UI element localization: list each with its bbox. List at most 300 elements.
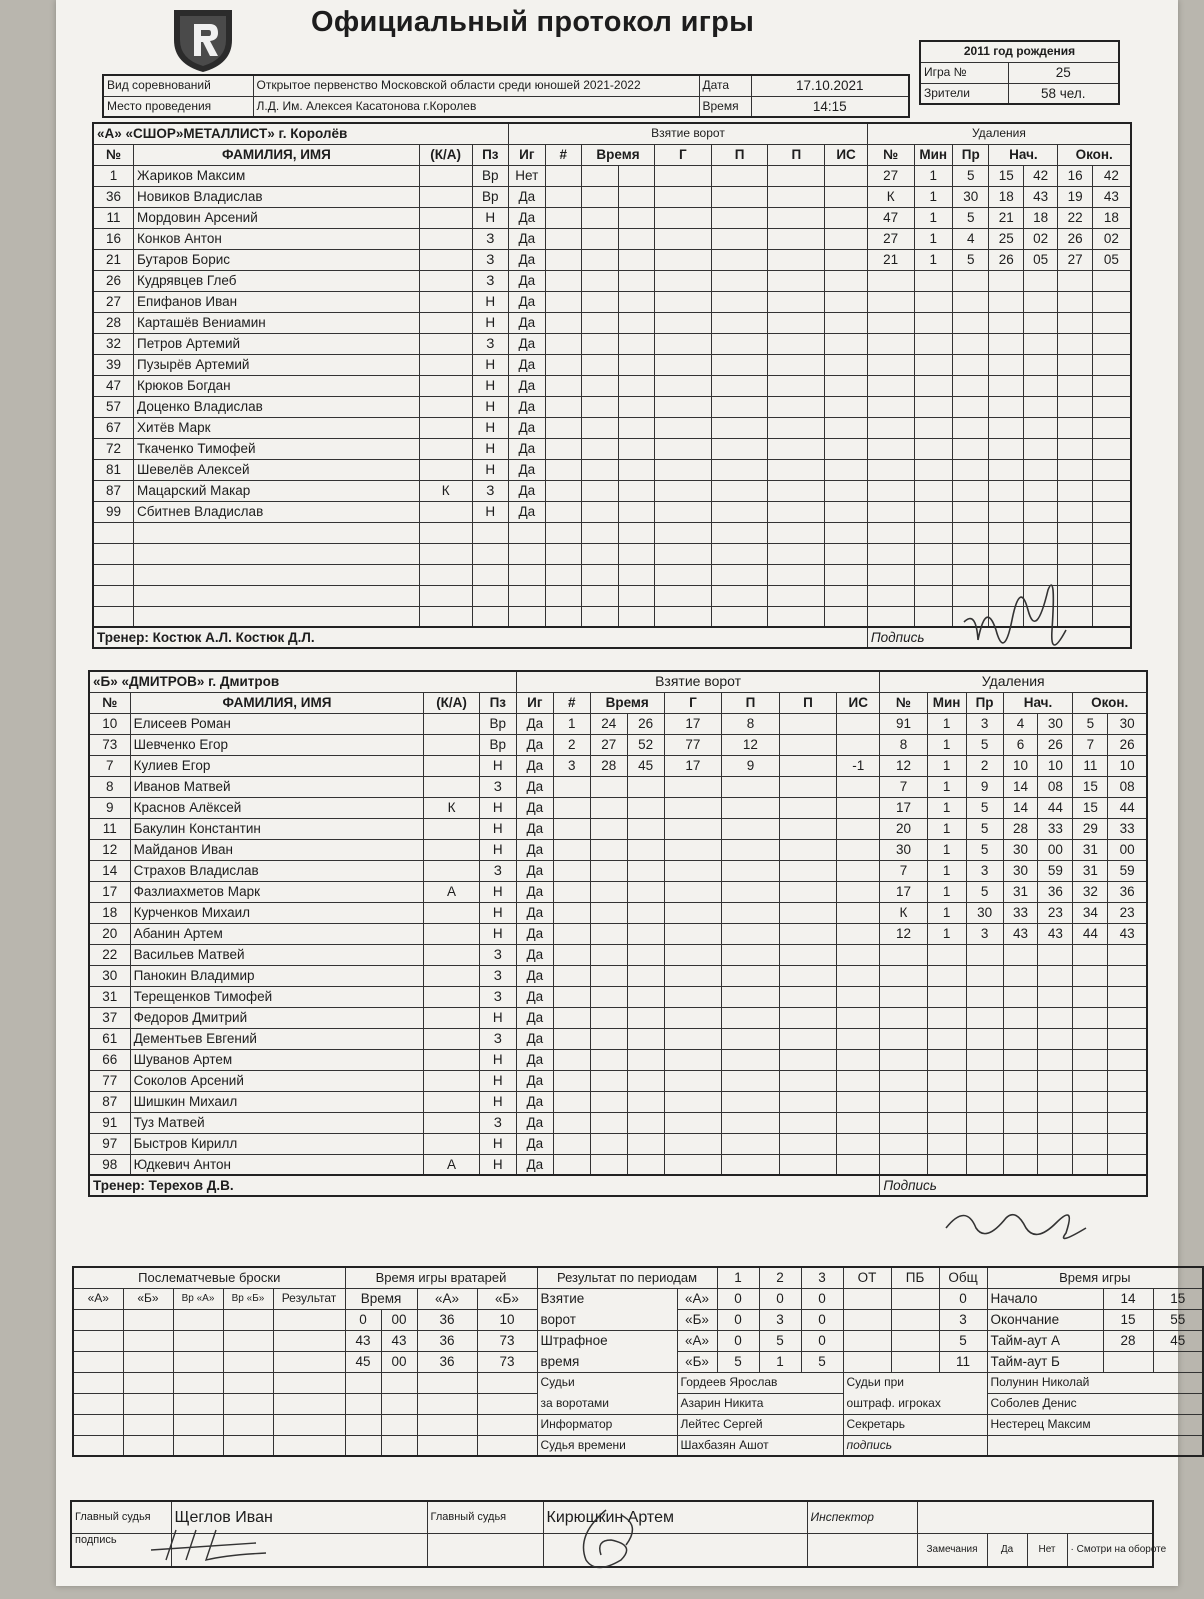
team-a-player-row — [93, 522, 1131, 543]
player-number: 39 — [93, 354, 134, 375]
penalty-end-min — [1058, 312, 1092, 333]
player-number: 36 — [93, 186, 134, 207]
team-b-player-row — [89, 881, 1147, 902]
penalty-start-sec — [1023, 501, 1057, 522]
notes-no[interactable]: Нет — [1027, 1533, 1067, 1567]
player-played: Да — [509, 396, 545, 417]
goals-a-pb — [891, 1288, 939, 1309]
player-name: Кулиев Егор — [130, 755, 424, 776]
penalty-end-sec — [1108, 1154, 1147, 1175]
player-position: З — [479, 776, 516, 797]
penalty-minutes — [927, 944, 966, 965]
player-position: Вр — [479, 734, 516, 755]
goal-time-sec — [618, 480, 654, 501]
penalty-end-sec — [1092, 543, 1131, 564]
goal-assist-1 — [711, 333, 768, 354]
penalty-start-min: 31 — [1003, 881, 1038, 902]
page-title: Официальный протокол игры — [311, 6, 755, 38]
goal-time-sec — [627, 1007, 664, 1028]
penalty-player — [867, 438, 914, 459]
goal-number — [545, 270, 581, 291]
goal-scorer — [664, 881, 722, 902]
pim-b-pb — [891, 1351, 939, 1372]
penalty-start-min: 14 — [1003, 776, 1038, 797]
penalty-start-sec: 42 — [1023, 165, 1057, 186]
player-role — [419, 228, 472, 249]
player-position: Вр — [472, 186, 509, 207]
player-role — [424, 818, 479, 839]
player-played: Да — [516, 1112, 553, 1133]
timekeeper-label: Судья времени — [537, 1435, 677, 1456]
player-name: Мацарский Макар — [134, 480, 420, 501]
player-name: Карташёв Вениамин — [134, 312, 420, 333]
penalty-end-min: 22 — [1058, 207, 1092, 228]
goal-time-min — [582, 522, 618, 543]
player-name: Шевченко Егор — [130, 734, 424, 755]
penalty-end-sec — [1108, 986, 1147, 1007]
team-b-player-row — [89, 944, 1147, 965]
goal-judges-label: Судьи — [537, 1372, 677, 1393]
penalty-end-min — [1058, 501, 1092, 522]
goal-assist-1 — [722, 902, 780, 923]
player-position: Н — [472, 207, 509, 228]
pim-b-p3: 5 — [801, 1351, 843, 1372]
penalty-start-min: 15 — [989, 165, 1023, 186]
player-position: З — [479, 986, 516, 1007]
penalty-player — [867, 375, 914, 396]
player-name: Мордовин Арсений — [134, 207, 420, 228]
player-role — [424, 734, 479, 755]
player-role — [424, 839, 479, 860]
penalty-minutes — [927, 986, 966, 1007]
goal-assist-1 — [711, 165, 768, 186]
player-name: Быстров Кирилл — [130, 1133, 424, 1154]
goal-assist-2 — [779, 755, 837, 776]
penalty-end-min: 31 — [1073, 839, 1108, 860]
goal-assist-2 — [768, 459, 825, 480]
goal-scorer — [654, 249, 711, 270]
gk-time-title: Время игры вратарей — [345, 1267, 537, 1288]
goal-assist-1 — [722, 1091, 780, 1112]
player-number: 37 — [89, 1007, 130, 1028]
penalty-minutes — [914, 270, 953, 291]
goal-assist-2 — [768, 165, 825, 186]
player-played: Да — [509, 312, 545, 333]
goal-scorer — [664, 1028, 722, 1049]
goal-situation — [825, 522, 868, 543]
penalty-end-min: 26 — [1058, 228, 1092, 249]
goal-time-sec — [627, 818, 664, 839]
gk-row-a: 36 — [417, 1330, 477, 1351]
player-role — [419, 417, 472, 438]
team-a-player-row — [93, 228, 1131, 249]
penalty-start-min: 33 — [1003, 902, 1038, 923]
col-assist-2: П — [768, 144, 825, 165]
goal-number — [545, 522, 581, 543]
penalty-player — [880, 1133, 927, 1154]
goal-judge-2: Азарин Никита — [677, 1393, 843, 1414]
player-number: 61 — [89, 1028, 130, 1049]
goal-assist-1 — [722, 944, 780, 965]
player-played: Да — [509, 333, 545, 354]
goal-number — [553, 839, 590, 860]
player-role — [419, 291, 472, 312]
penalty-end-sec: 36 — [1108, 881, 1147, 902]
goal-number — [545, 459, 581, 480]
col-pen-min: Мин — [927, 692, 966, 713]
penalty-end-sec — [1092, 354, 1131, 375]
player-role — [419, 543, 472, 564]
player-name: Туз Матвей — [130, 1112, 424, 1133]
penalty-minutes: 1 — [914, 186, 953, 207]
penalty-start-sec — [1038, 1133, 1073, 1154]
goal-situation — [825, 417, 868, 438]
penalty-start-min — [989, 459, 1023, 480]
goal-time-min — [590, 776, 627, 797]
penalty-reason: 30 — [966, 902, 1003, 923]
player-played: Да — [516, 797, 553, 818]
penalty-player — [880, 1049, 927, 1070]
team-a-player-row — [93, 396, 1131, 417]
penalty-minutes — [914, 585, 953, 606]
penalty-start-min — [989, 291, 1023, 312]
penalty-player — [867, 312, 914, 333]
goal-scorer — [654, 501, 711, 522]
goal-assist-2 — [768, 606, 825, 627]
penalty-end-sec: 00 — [1108, 839, 1147, 860]
goal-scorer — [664, 797, 722, 818]
team-a-player-row — [93, 480, 1131, 501]
player-number: 97 — [89, 1133, 130, 1154]
penalty-start-sec — [1023, 333, 1057, 354]
team-b-player-row — [89, 1112, 1147, 1133]
goal-assist-1 — [722, 965, 780, 986]
penalty-end-sec — [1092, 585, 1131, 606]
penalty-end-min: 11 — [1073, 755, 1108, 776]
penalty-end-sec — [1108, 1028, 1147, 1049]
team-a-player-row — [93, 459, 1131, 480]
goal-time-min: 28 — [590, 755, 627, 776]
col-name: ФАМИЛИЯ, ИМЯ — [130, 692, 424, 713]
player-role — [419, 186, 472, 207]
player-played: Да — [516, 902, 553, 923]
player-name: Юдкевич Антон — [130, 1154, 424, 1175]
player-number: 67 — [93, 417, 134, 438]
goal-scorer — [654, 270, 711, 291]
penalty-player — [880, 1091, 927, 1112]
player-name: Иванов Матвей — [130, 776, 424, 797]
secretary-label: Секретарь — [843, 1414, 987, 1435]
penalty-minutes — [914, 291, 953, 312]
col-goal-num: # — [545, 144, 581, 165]
team-a-caption: «А» «СШОР»МЕТАЛЛИСТ» г. Королёв — [93, 123, 509, 144]
goal-scorer — [664, 965, 722, 986]
goal-scorer — [664, 860, 722, 881]
goal-situation — [837, 713, 880, 734]
player-played: Да — [516, 923, 553, 944]
player-role — [424, 713, 479, 734]
player-name: Шевелёв Алексей — [134, 459, 420, 480]
penalty-end-min: 16 — [1058, 165, 1092, 186]
player-role — [424, 1112, 479, 1133]
penalty-end-min: 34 — [1073, 902, 1108, 923]
player-number: 18 — [89, 902, 130, 923]
goal-assist-1 — [711, 228, 768, 249]
penalty-start-min: 6 — [1003, 734, 1038, 755]
penalty-player — [867, 585, 914, 606]
player-name: Крюков Богдан — [134, 375, 420, 396]
player-number: 20 — [89, 923, 130, 944]
goal-number — [545, 585, 581, 606]
team-b-player-row — [89, 986, 1147, 1007]
player-name: Краснов Алёксей — [130, 797, 424, 818]
player-played: Да — [516, 776, 553, 797]
player-number: 26 — [93, 270, 134, 291]
player-position: Н — [479, 755, 516, 776]
team-b-player-row — [89, 797, 1147, 818]
penalty-player — [880, 1070, 927, 1091]
goal-number — [553, 986, 590, 1007]
penalty-start-min — [989, 270, 1023, 291]
penalty-player: 17 — [880, 797, 927, 818]
goal-time-sec — [627, 1091, 664, 1112]
goal-time-sec — [627, 944, 664, 965]
player-played: Да — [516, 755, 553, 776]
team-b-player-row — [89, 776, 1147, 797]
col-pen-num: № — [867, 144, 914, 165]
player-role — [419, 375, 472, 396]
player-position: Н — [472, 501, 509, 522]
goal-assist-1 — [711, 438, 768, 459]
goal-assist-2 — [779, 1028, 837, 1049]
goal-scorer — [654, 480, 711, 501]
goal-situation — [825, 249, 868, 270]
goal-situation — [837, 860, 880, 881]
penalty-minutes — [914, 396, 953, 417]
goal-scorer — [664, 1070, 722, 1091]
player-role — [424, 902, 479, 923]
goal-time-min — [582, 270, 618, 291]
penalty-reason — [953, 333, 989, 354]
pim-a-p1: 0 — [717, 1330, 759, 1351]
penalty-end-min — [1058, 522, 1092, 543]
player-role — [419, 606, 472, 627]
player-position — [472, 606, 509, 627]
team-a-player-row — [93, 270, 1131, 291]
player-number: 99 — [93, 501, 134, 522]
penalty-player — [867, 354, 914, 375]
goal-assist-1 — [722, 1007, 780, 1028]
penalty-minutes — [927, 1049, 966, 1070]
player-position: З — [479, 1112, 516, 1133]
penalty-end-min — [1058, 543, 1092, 564]
penalty-end-min — [1073, 1007, 1108, 1028]
penalty-end-sec — [1092, 333, 1131, 354]
penalty-end-min — [1073, 1112, 1108, 1133]
goal-assist-1: 12 — [722, 734, 780, 755]
goal-assist-2 — [768, 312, 825, 333]
penalty-end-min: 27 — [1058, 249, 1092, 270]
goals-a-p1: 0 — [717, 1288, 759, 1309]
team-b-penalties-title: Удаления — [880, 671, 1147, 692]
inspector-label: Инспектор — [807, 1501, 917, 1533]
goal-number — [553, 797, 590, 818]
goal-time-min — [582, 354, 618, 375]
goal-scorer — [664, 1112, 722, 1133]
goal-time-min — [590, 1007, 627, 1028]
goal-time-min — [582, 480, 618, 501]
goal-scorer — [664, 839, 722, 860]
team-a-player-row — [93, 333, 1131, 354]
col-goal-num: # — [553, 692, 590, 713]
goal-number — [545, 291, 581, 312]
penalty-start-min — [989, 396, 1023, 417]
game-start-m: 15 — [1153, 1288, 1203, 1309]
penalty-end-min — [1058, 438, 1092, 459]
team-a-goals-title: Взятие ворот — [509, 123, 868, 144]
penalty-minutes: 1 — [927, 776, 966, 797]
penalty-minutes — [927, 1070, 966, 1091]
player-played: Да — [516, 1028, 553, 1049]
game-end-h: 15 — [1103, 1309, 1153, 1330]
player-name: Шишкин Михаил — [130, 1091, 424, 1112]
player-role — [419, 165, 472, 186]
team-a-player-row — [93, 291, 1131, 312]
team-b-player-row — [89, 923, 1147, 944]
goal-scorer — [664, 902, 722, 923]
penalty-reason — [953, 375, 989, 396]
penalty-player — [880, 1112, 927, 1133]
penalty-minutes: 1 — [927, 902, 966, 923]
notes-label: Замечания — [917, 1533, 987, 1567]
penalty-start-min — [1003, 1112, 1038, 1133]
player-position: Н — [479, 1049, 516, 1070]
goal-assist-2 — [779, 902, 837, 923]
player-role — [424, 1049, 479, 1070]
goal-scorer: 17 — [664, 755, 722, 776]
timeout-a-min: 28 — [1103, 1330, 1153, 1351]
gk-col-a: «А» — [417, 1288, 477, 1309]
penalty-player: 21 — [867, 249, 914, 270]
penalty-reason — [953, 417, 989, 438]
player-played: Да — [516, 881, 553, 902]
player-position: Н — [479, 1091, 516, 1112]
notes-yes[interactable]: Да — [987, 1533, 1027, 1567]
team-a-player-row — [93, 207, 1131, 228]
team-b-sign-label: Подпись — [880, 1175, 1147, 1196]
player-name: Терещенков Тимофей — [130, 986, 424, 1007]
goal-time-min — [582, 375, 618, 396]
player-played: Да — [509, 207, 545, 228]
penalty-end-min: 44 — [1073, 923, 1108, 944]
team-a-sign-label: Подпись — [867, 627, 1131, 648]
player-number — [93, 585, 134, 606]
penalty-player — [880, 965, 927, 986]
player-number: 7 — [89, 755, 130, 776]
goal-number — [553, 944, 590, 965]
goal-situation — [837, 797, 880, 818]
player-number: 30 — [89, 965, 130, 986]
penalty-end-sec: 42 — [1092, 165, 1131, 186]
penalty-start-sec — [1038, 1070, 1073, 1091]
goal-time-min — [582, 186, 618, 207]
goal-time-min — [582, 333, 618, 354]
penalty-player: 27 — [867, 165, 914, 186]
player-number: 31 — [89, 986, 130, 1007]
goal-time-sec — [618, 312, 654, 333]
goal-number — [545, 312, 581, 333]
goal-time-sec — [618, 186, 654, 207]
head-ref-1-label: Главный судья — [71, 1501, 171, 1533]
goal-time-sec — [627, 965, 664, 986]
goal-scorer — [664, 1091, 722, 1112]
goal-assist-2 — [779, 776, 837, 797]
goal-assist-2 — [768, 207, 825, 228]
player-name: Елисеев Роман — [130, 713, 424, 734]
penalty-end-sec — [1108, 965, 1147, 986]
head-ref-1-sign-label: подпись — [71, 1533, 171, 1567]
penalty-start-sec — [1023, 312, 1057, 333]
goal-situation — [837, 1070, 880, 1091]
penalty-end-sec: 10 — [1108, 755, 1147, 776]
penalty-end-min — [1073, 944, 1108, 965]
team-b-player-row — [89, 839, 1147, 860]
penalty-start-min: 25 — [989, 228, 1023, 249]
goal-scorer — [654, 207, 711, 228]
player-number — [93, 564, 134, 585]
gk-row-b: 73 — [477, 1330, 537, 1351]
player-position: Н — [472, 354, 509, 375]
penalty-reason: 5 — [953, 207, 989, 228]
team-a-penalties-title: Удаления — [867, 123, 1131, 144]
player-position — [472, 564, 509, 585]
goal-scorer — [654, 228, 711, 249]
shootout-col-gk-a: Вр «А» — [173, 1288, 223, 1309]
birth-year: 2011 год рождения — [920, 41, 1119, 62]
goal-situation — [825, 459, 868, 480]
goal-assist-1 — [722, 1070, 780, 1091]
penalty-reason: 3 — [966, 860, 1003, 881]
player-played: Да — [516, 986, 553, 1007]
player-role: К — [419, 480, 472, 501]
goal-assist-1 — [711, 564, 768, 585]
game-info-table — [919, 40, 1120, 105]
goal-time-min — [590, 1112, 627, 1133]
penalty-minutes: 1 — [927, 860, 966, 881]
player-name: Пузырёв Артемий — [134, 354, 420, 375]
penalty-start-min — [1003, 1091, 1038, 1112]
penalty-player: К — [867, 186, 914, 207]
goal-scorer — [664, 1133, 722, 1154]
player-role — [424, 860, 479, 881]
gk-row-a: 36 — [417, 1309, 477, 1330]
player-number: 11 — [93, 207, 134, 228]
goal-number — [553, 965, 590, 986]
pim-a-p2: 5 — [759, 1330, 801, 1351]
penalty-start-min: 28 — [1003, 818, 1038, 839]
player-played: Да — [516, 1133, 553, 1154]
pim-label-2: время — [537, 1351, 677, 1372]
goal-assist-1 — [711, 207, 768, 228]
col-pos: Пз — [472, 144, 509, 165]
player-role — [424, 923, 479, 944]
player-played: Да — [516, 818, 553, 839]
penalty-start-sec: 26 — [1038, 734, 1073, 755]
goals-b-total: 3 — [939, 1309, 987, 1330]
goal-assist-2 — [779, 1091, 837, 1112]
penalty-reason — [953, 438, 989, 459]
goal-assist-2 — [779, 1133, 837, 1154]
